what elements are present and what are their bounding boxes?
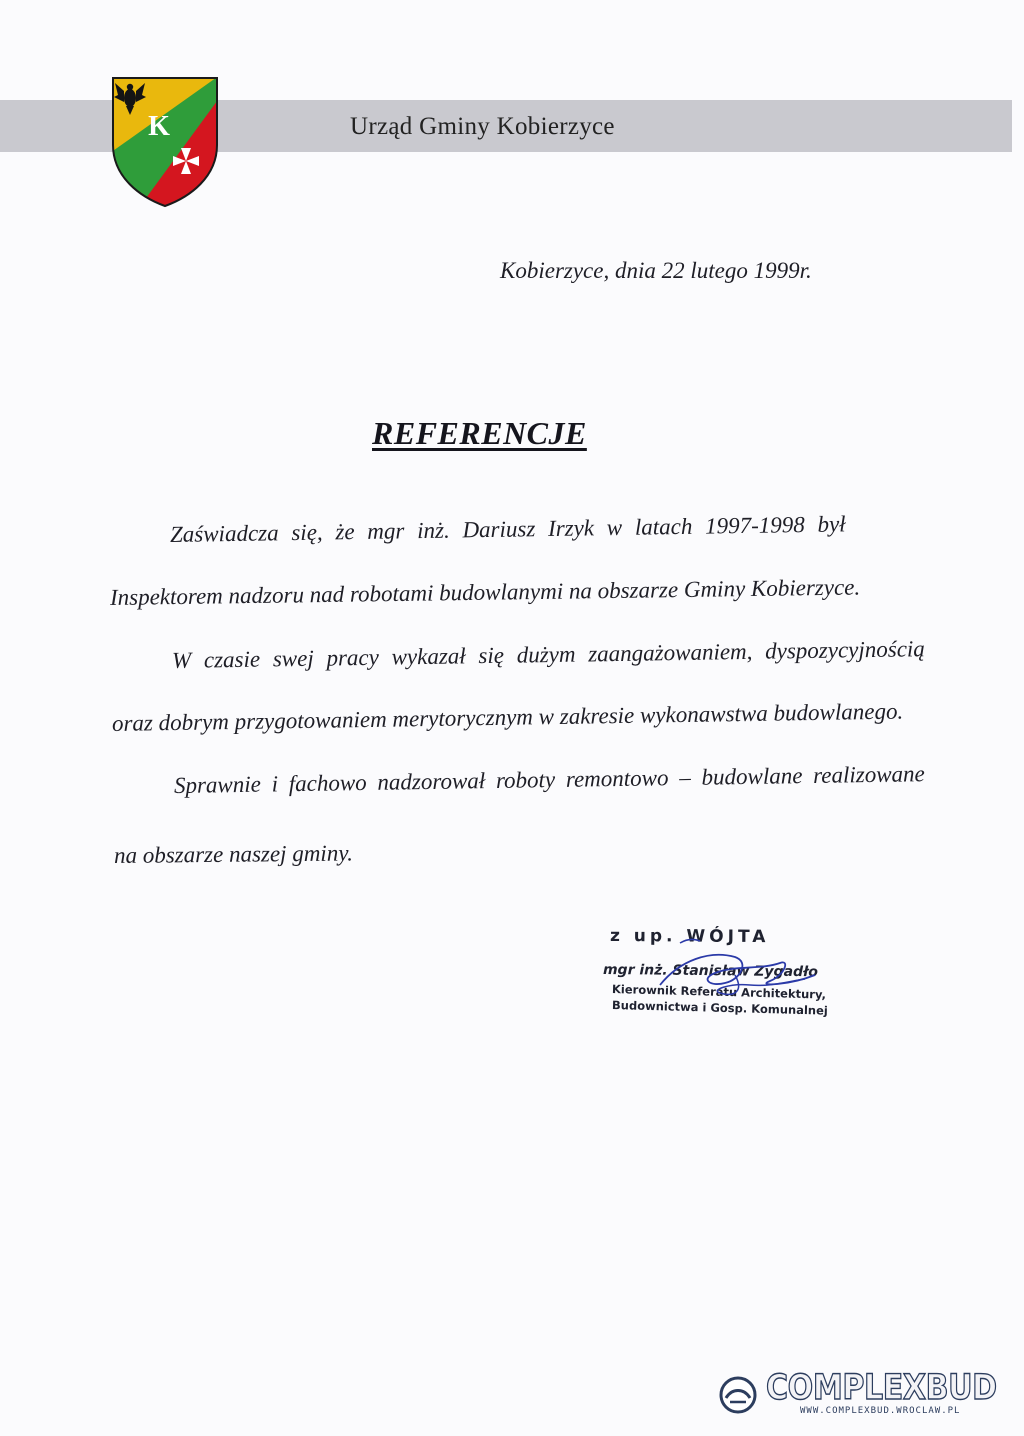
stamp-authorization: z up. WÓJTA — [609, 926, 770, 948]
brand-url: WWW.COMPLEXBUD.WROCLAW.PL — [800, 1406, 961, 1416]
stamp-role: Kierownik Referatu Architektury, — [611, 982, 827, 1002]
body-line: Sprawnie i fachowo nadzorował roboty remontowo – budowlane realizowane — [173, 761, 925, 798]
document-title: REFERENCJE — [372, 415, 587, 451]
stamp-name: mgr inż. Stanisław Zygadło — [602, 962, 819, 981]
municipal-crest-icon — [110, 75, 220, 209]
brand-logo-icon — [718, 1375, 758, 1415]
body-line: Zaświadcza się, że mgr inż. Dariusz Irzyk w latach 1997-1998 był — [169, 511, 846, 547]
svg-text:K: K — [148, 111, 170, 142]
brand-name: COMPLEXBUD — [766, 1368, 997, 1408]
date-line: Kobierzyce, dnia 22 lutego 1999r. — [500, 258, 812, 283]
body-line: na obszarze naszej gminy. — [113, 840, 354, 868]
signature-icon — [640, 935, 830, 1025]
body-line: W czasie swej pracy wykazał się dużym zaangażowaniem, dyspozycyjnością — [171, 636, 926, 673]
stamp-role: Budownictwa i Gosp. Komunalnej — [611, 998, 828, 1018]
office-name: Urząd Gminy Kobierzyce — [350, 113, 615, 140]
body-line: Inspektorem nadzoru nad robotami budowlanymi na obszarze Gminy Kobierzyce. — [109, 574, 861, 610]
body-line: oraz dobrym przygotowaniem merytorycznym w zakresie wykonawstwa budowlanego. — [111, 698, 904, 736]
